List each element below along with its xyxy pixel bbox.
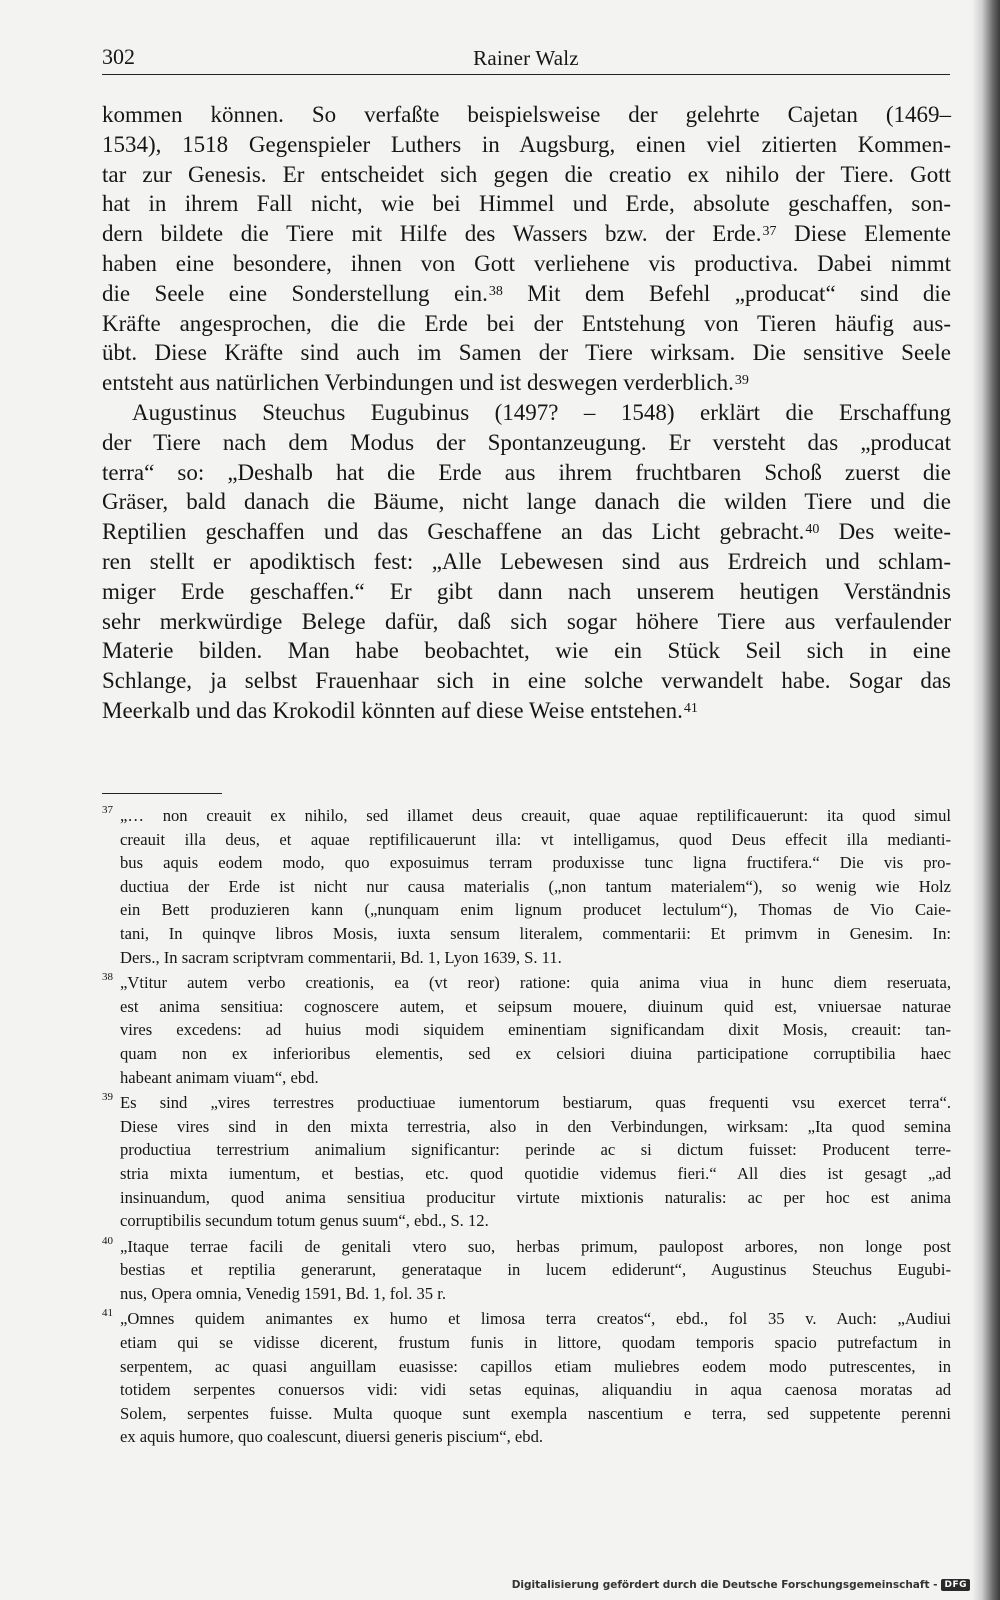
body-line	[102, 279, 951, 309]
footnote-number: 39	[102, 1091, 113, 1104]
footnote-line: ductiua der Erde ist nicht nur causa materialis („non tantum materialem“), so wenig wie Holz	[120, 876, 951, 896]
footnote-ref: 39	[734, 373, 749, 389]
footnote-line: stria mixta iumentum, et bestias, etc. quod quotidie videmus fieri.“ All dies ist gesagt „ad	[120, 1163, 951, 1183]
footnote-number: 40	[102, 1234, 113, 1247]
footnote-number: 37	[102, 804, 113, 816]
footnote	[102, 971, 951, 1089]
body-text-segment: entsteht aus natürlichen Verbindungen und ist deswegen verderblich.	[102, 370, 734, 396]
footer-text: Digitalisierung gefördert durch die Deutsche Forschungsgemeinschaft -	[511, 1579, 938, 1591]
footnote-ref: 41	[683, 700, 698, 716]
body-text-segment: Reptilien geschaffen und das Geschaffene an das Licht gebracht.	[102, 519, 805, 545]
body-line: tar zur Genesis. Er entscheidet sich gegen die creatio ex nihilo der Tiere. Gott	[102, 161, 951, 187]
footnote-separator	[102, 793, 222, 794]
footnote-ref: 38	[488, 283, 503, 299]
footnote-ref: 40	[805, 522, 820, 538]
page-number: 302	[102, 44, 135, 69]
body-line	[102, 368, 951, 398]
footnote-line: habeant animam viuam“, ebd.	[120, 1067, 319, 1087]
footnote-line: Solem, serpentes fuisse. Multa quoque sunt exempla nascentium e terra, sed suppetente perenni	[120, 1403, 951, 1423]
body-line	[102, 517, 951, 547]
footnote-line: „Vtitur autem verbo creationis, ea (vt reor) ratione: quia anima viua in hunc diem reseruata,	[120, 973, 951, 993]
footnote	[102, 1091, 951, 1233]
body-text-segment: Diese Elemente	[776, 221, 952, 247]
body-line: Kräfte angesprochen, die die Erde bei der Entstehung von Tieren häufig aus-	[102, 310, 951, 336]
footnote-line: nus, Opera omnia, Venedig 1591, Bd. 1, fol. 35 r.	[120, 1283, 446, 1303]
footnote-line: totidem serpentes conuersos vidi: vidi setas equinas, aliquandiu in aqua caenosa moratas ad	[120, 1380, 951, 1400]
dfg-logo: DFG	[941, 1579, 970, 1591]
body-line: Materie bilden. Man habe beobachtet, wie ein Stück Seil sich in eine	[102, 638, 951, 664]
book-spine-shadow	[972, 0, 1000, 1600]
footnote-line: tani, In quinqve libros Mosis, iuxta sensum literalem, commentarii: Et primvm in Genesim. In:	[120, 923, 951, 943]
footnote-number: 38	[102, 971, 113, 984]
footnote-line: insinuandum, quod anima sensitiua producitur virtute mixtionis naturalis: ac per hoc est anima	[120, 1187, 951, 1207]
body-line: der Tiere nach dem Modus der Spontanzeugung. Er versteht das „producat	[102, 429, 951, 455]
digitization-footer	[512, 1579, 970, 1591]
body-text-segment: Des weite-	[819, 519, 951, 545]
body-line: haben eine besondere, ihnen von Gott verliehene vis productiva. Dabei nimmt	[102, 250, 951, 276]
body-line: Schlange, ja selbst Frauenhaar sich in eine solche verwandelt habe. Sogar das	[102, 668, 951, 694]
footnote-line: est anima sensitiua: cognoscere autem, et seipsum mouere, diuinum quid est, vniuersae naturae	[120, 996, 951, 1016]
main-text	[102, 100, 951, 726]
footnote-line: ein Bett produzieren kann („nunquam enim lignum producet lectulum“), Thomas de Vio Caie-	[120, 900, 951, 920]
body-line	[102, 219, 951, 249]
body-line: hat in ihrem Fall nicht, wie bei Himmel und Erde, absolute geschaffen, son-	[102, 191, 951, 217]
footnote-line: „Itaque terrae facili de genitali vtero suo, herbas primum, paulopost arbores, non longe post	[120, 1236, 951, 1256]
body-line: terra“ so: „Deshalb hat die Erde aus ihrem fruchtbaren Schoß zuerst die	[102, 459, 951, 485]
page-header	[102, 44, 950, 75]
footnote-line: serpentem, ac quasi anguillam euasisse: capillos etiam muliebres eodem modo putrescentes, in	[120, 1356, 951, 1376]
body-line	[102, 696, 951, 726]
footnote-line: Es sind „vires terrestres productiuae iumentorum bestiarum, quas frequenti vsu exercet terra“.	[120, 1093, 951, 1113]
footnotes	[102, 804, 951, 1451]
body-text-segment: Mit dem Befehl „producat“ sind die	[502, 280, 951, 306]
body-text-segment: die Seele eine Sonderstellung ein.	[102, 280, 488, 306]
footnote-line: bus aquis eodem modo, quo exposuimus terram produxisse tunc ligna fructifera.“ Die vis pro-	[120, 853, 951, 873]
body-line: ren stellt er apodiktisch fest: „Alle Lebewesen sind aus Erdreich und schlam-	[102, 548, 951, 574]
footnote-line: Diese vires sind in den mixta terrestria, also in den Verbindungen, wirksam: „Ita quod semina	[120, 1116, 951, 1136]
running-head: Rainer Walz	[473, 46, 579, 70]
body-line: sehr merkwürdige Belege dafür, daß sich sogar höhere Tiere aus verfaulender	[102, 608, 951, 634]
footnote	[102, 804, 951, 969]
footnote-line: quam non ex inferioribus elementis, sed ex celsiori diuina participatione corruptibilia haec	[120, 1043, 951, 1063]
footnote	[102, 1307, 951, 1449]
footnote-number: 41	[102, 1307, 113, 1320]
footnote-line: etiam qui se vidisse dicerent, frustum funis in littore, quodam temporis spacio putrefactum in	[120, 1333, 951, 1353]
body-line: Gräser, bald danach die Bäume, nicht lange danach die wilden Tiere und die	[102, 489, 951, 515]
footnote-line: corruptibilis secundum totum genus suum“, ebd., S. 12.	[120, 1211, 489, 1231]
body-line: 1534), 1518 Gegenspieler Luthers in Augsburg, einen viel zitierten Kommen-	[102, 131, 951, 157]
footnote-line: ex aquis humore, quo coalescunt, diuersi generis piscium“, ebd.	[120, 1427, 544, 1447]
footnote-line: vires excedens: ad huius modi siquidem eminentiam significandam dixit Mosis, creauit: tan-	[120, 1020, 951, 1040]
footnote-line: „Omnes quidem animantes ex humo et limosa terra creatos“, ebd., fol 35 v. Auch: „Audiui	[120, 1309, 951, 1329]
footnote-ref: 37	[762, 224, 777, 240]
body-line: Augustinus Steuchus Eugubinus (1497? – 1548) erklärt die Erschaffung	[132, 399, 951, 425]
body-line: kommen können. So verfaßte beispielsweise der gelehrte Cajetan (1469–	[102, 102, 951, 127]
footnote-line: „… non creauit ex nihilo, sed illamet deus creauit, quae aquae reptilificauerunt: ita quod simul	[120, 806, 951, 825]
body-text-segment: Meerkalb und das Krokodil könnten auf diese Weise entstehen.	[102, 697, 683, 723]
footnote-line: bestias et reptilia generarunt, generataque in lucem ediderunt“, Augustinus Steuchus Eugubi-	[120, 1260, 951, 1280]
body-text-segment: dern bildete die Tiere mit Hilfe des Wassers bzw. der Erde.	[102, 221, 762, 247]
body-line: übt. Diese Kräfte sind auch im Samen der Tiere wirksam. Die sensitive Seele	[102, 340, 951, 366]
footnote-line: Ders., In sacram scriptvram commentarii, Bd. 1, Lyon 1639, S. 11.	[120, 947, 562, 967]
body-line: miger Erde geschaffen.“ Er gibt dann nach unserem heutigen Verständnis	[102, 578, 951, 604]
footnote	[102, 1235, 951, 1306]
footnote-line: productiua terrestrium animalium significantur: perinde ac si dictum fuisset: Producent terre-	[120, 1140, 951, 1160]
footnote-line: creauit illa deus, et aquae reptifilicauerunt illa: vt intelligamus, quod Deus effecit illa medianti-	[120, 829, 951, 849]
